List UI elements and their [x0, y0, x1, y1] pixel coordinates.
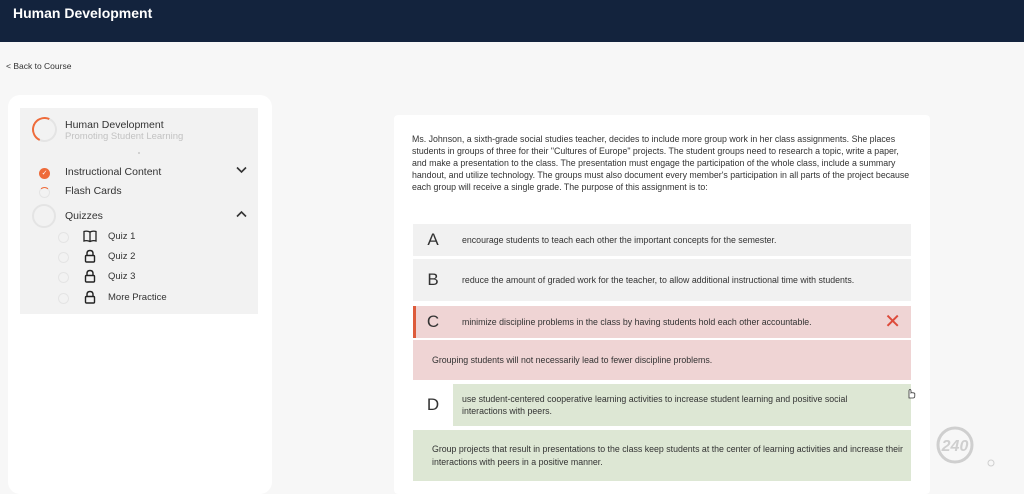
answer-letter: A: [427, 230, 439, 249]
chevron-down-icon[interactable]: [236, 166, 247, 177]
sidebar-item-label: Instructional Content: [65, 166, 162, 178]
logo-text: 240: [941, 438, 969, 455]
back-to-course-link[interactable]: < Back to Course: [6, 61, 72, 71]
brand-logo: [921, 423, 997, 475]
progress-ring-icon: [58, 252, 69, 263]
progress-ring-icon: [58, 232, 69, 243]
quiz-label: Quiz 2: [108, 251, 136, 262]
progress-ring-icon: [39, 187, 50, 198]
course-title[interactable]: Human Development: [65, 119, 164, 131]
sidebar-item-quiz-3[interactable]: [20, 268, 258, 286]
lock-icon: [83, 290, 97, 304]
check-circle-icon: ✓: [39, 168, 50, 179]
answer-option-a[interactable]: [413, 224, 911, 256]
lock-icon: [83, 269, 97, 283]
answer-option-c[interactable]: [413, 306, 911, 338]
sidebar-item-more-practice[interactable]: [20, 289, 258, 307]
answer-letter: C: [426, 312, 440, 331]
sidebar-item-label: Quizzes: [65, 210, 103, 222]
top-header-bar: [0, 0, 1024, 42]
sidebar-item-quiz-1[interactable]: [20, 228, 258, 246]
progress-ring-icon: [58, 272, 69, 283]
course-subtitle: Promoting Student Learning: [65, 131, 184, 142]
answer-text: minimize discipline problems in the class by having students hold each other accountable.: [462, 317, 812, 327]
progress-ring-icon: [32, 204, 56, 228]
answer-text: use student-centered cooperative learning activities to increase student learning and positive social interactions with peers.: [462, 394, 848, 416]
separator-dot: [138, 152, 140, 154]
answer-letter: D: [413, 384, 453, 426]
sidebar-item-instructional-content[interactable]: [20, 164, 258, 182]
sidebar-item-label: Flash Cards: [65, 185, 122, 197]
answer-text: encourage students to teach each other the important concepts for the semester.: [462, 235, 777, 245]
sidebar-item-quiz-2[interactable]: [20, 248, 258, 266]
incorrect-x-icon: ✕: [884, 311, 901, 333]
sidebar-item-flash-cards[interactable]: [20, 183, 258, 201]
answer-letter: B: [427, 270, 439, 289]
answer-option-b[interactable]: [413, 259, 911, 301]
progress-ring-icon: [58, 293, 69, 304]
lock-icon: [83, 249, 97, 263]
answer-text: reduce the amount of graded work for the teacher, to allow additional instructional time with students.: [462, 275, 855, 285]
sidebar-item-quizzes[interactable]: [20, 208, 258, 226]
quiz-label: Quiz 1: [108, 231, 136, 242]
question-prompt: Ms. Johnson, a sixth-grade social studies teacher, decides to include more group work in her class assignments. She places students in groups of three for their "Cultures of Europe" projects. The student groups need to research a topic, write a paper, and make a presentation to the class. The presentation must engage the participation of the whole class, include a summary handout, and utilize technology. The groups must also document every member's participation in all parts of the project because each group will receive a single grade. The purpose of this assignment is to:: [412, 134, 910, 192]
app-title: Human Development: [13, 5, 153, 21]
hand-cursor-icon: [906, 387, 916, 399]
book-icon: [83, 229, 97, 243]
chevron-up-icon[interactable]: [236, 210, 247, 221]
correct-feedback: Group projects that result in presentations to the class keep students at the center of learning activities and increase their interactions with peers in a positive manner.: [413, 430, 911, 481]
quiz-label: Quiz 3: [108, 271, 136, 282]
incorrect-feedback: Grouping students will not necessarily lead to fewer discipline problems.: [413, 340, 911, 380]
answer-option-d[interactable]: [413, 384, 911, 426]
quiz-label: More Practice: [108, 292, 167, 303]
